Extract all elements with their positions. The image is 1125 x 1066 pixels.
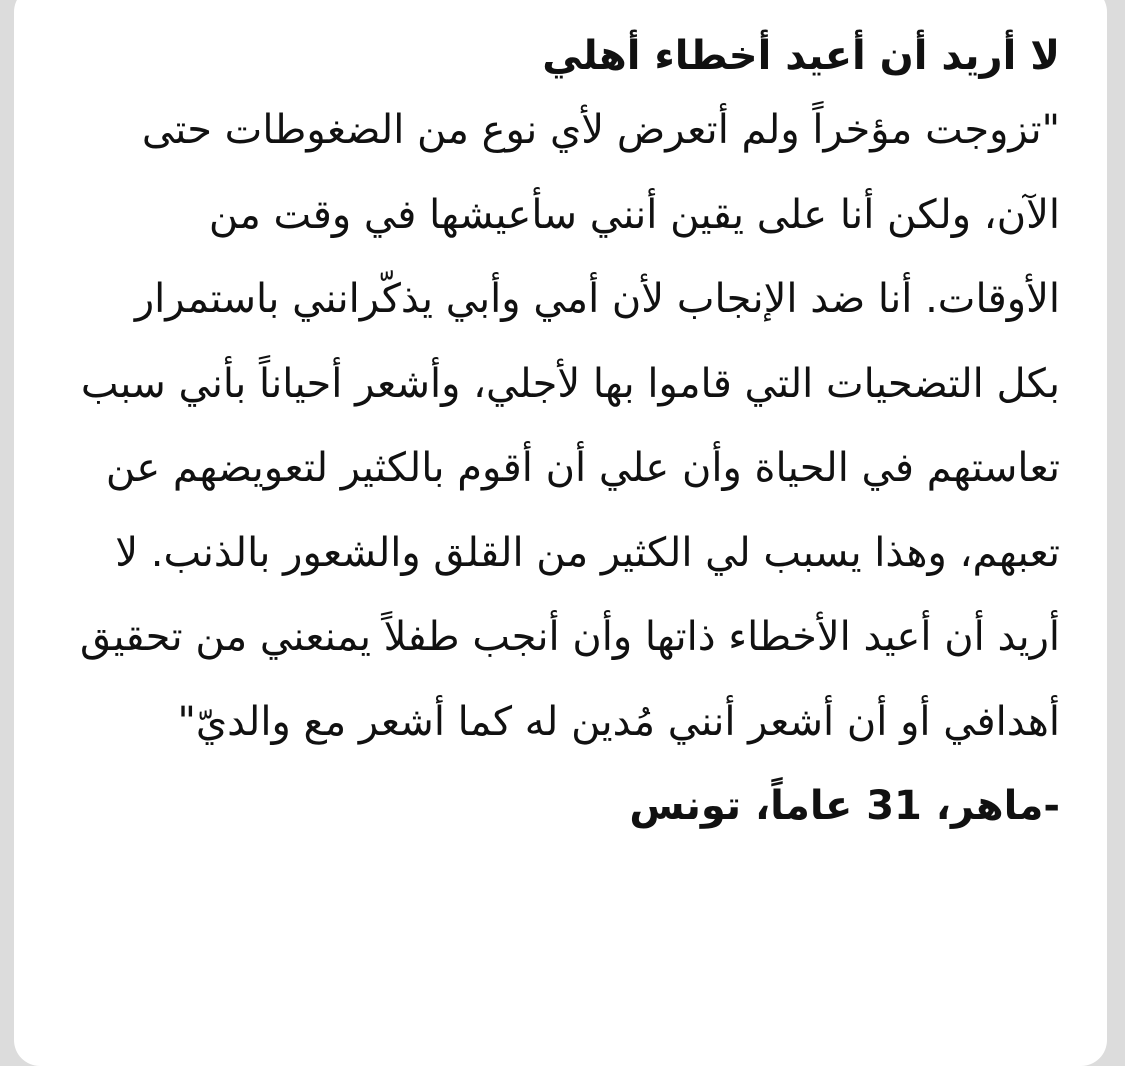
quote-attribution: -ماهر، 31 عاماً، تونس <box>629 783 1060 829</box>
quote-text: "تزوجت مؤخراً ولم أتعرض لأي نوع من الضغوطات حتى الآن، ولكن أنا على يقين أنني سأعيشها في وقت من الأوقات. أنا ضد الإنجاب لأن أمي وأبي يذكّرانني باستمرار بكل التضحيات التي قاموا بها لأجلي، وأشعر أحياناً بأني سبب تعاستهم في الحياة وأن علي أن أقوم بالكثير لتعويضهم عن تعبهم، وهذا يسبب لي الكثير من القلق والشعور بالذنب. لا أريد أن أعيد الأخطاء ذاتها وأن أنجب طفلاً يمنعني من تحقيق أهدافي أو أن أشعر أنني مُدين له كما أشعر مع والديّ" <box>80 107 1060 745</box>
quote-card <box>14 0 1107 1066</box>
card-content <box>80 26 1060 849</box>
quote-body <box>80 88 1060 849</box>
quote-title: لا أريد أن أعيد أخطاء أهلي <box>542 33 1060 79</box>
